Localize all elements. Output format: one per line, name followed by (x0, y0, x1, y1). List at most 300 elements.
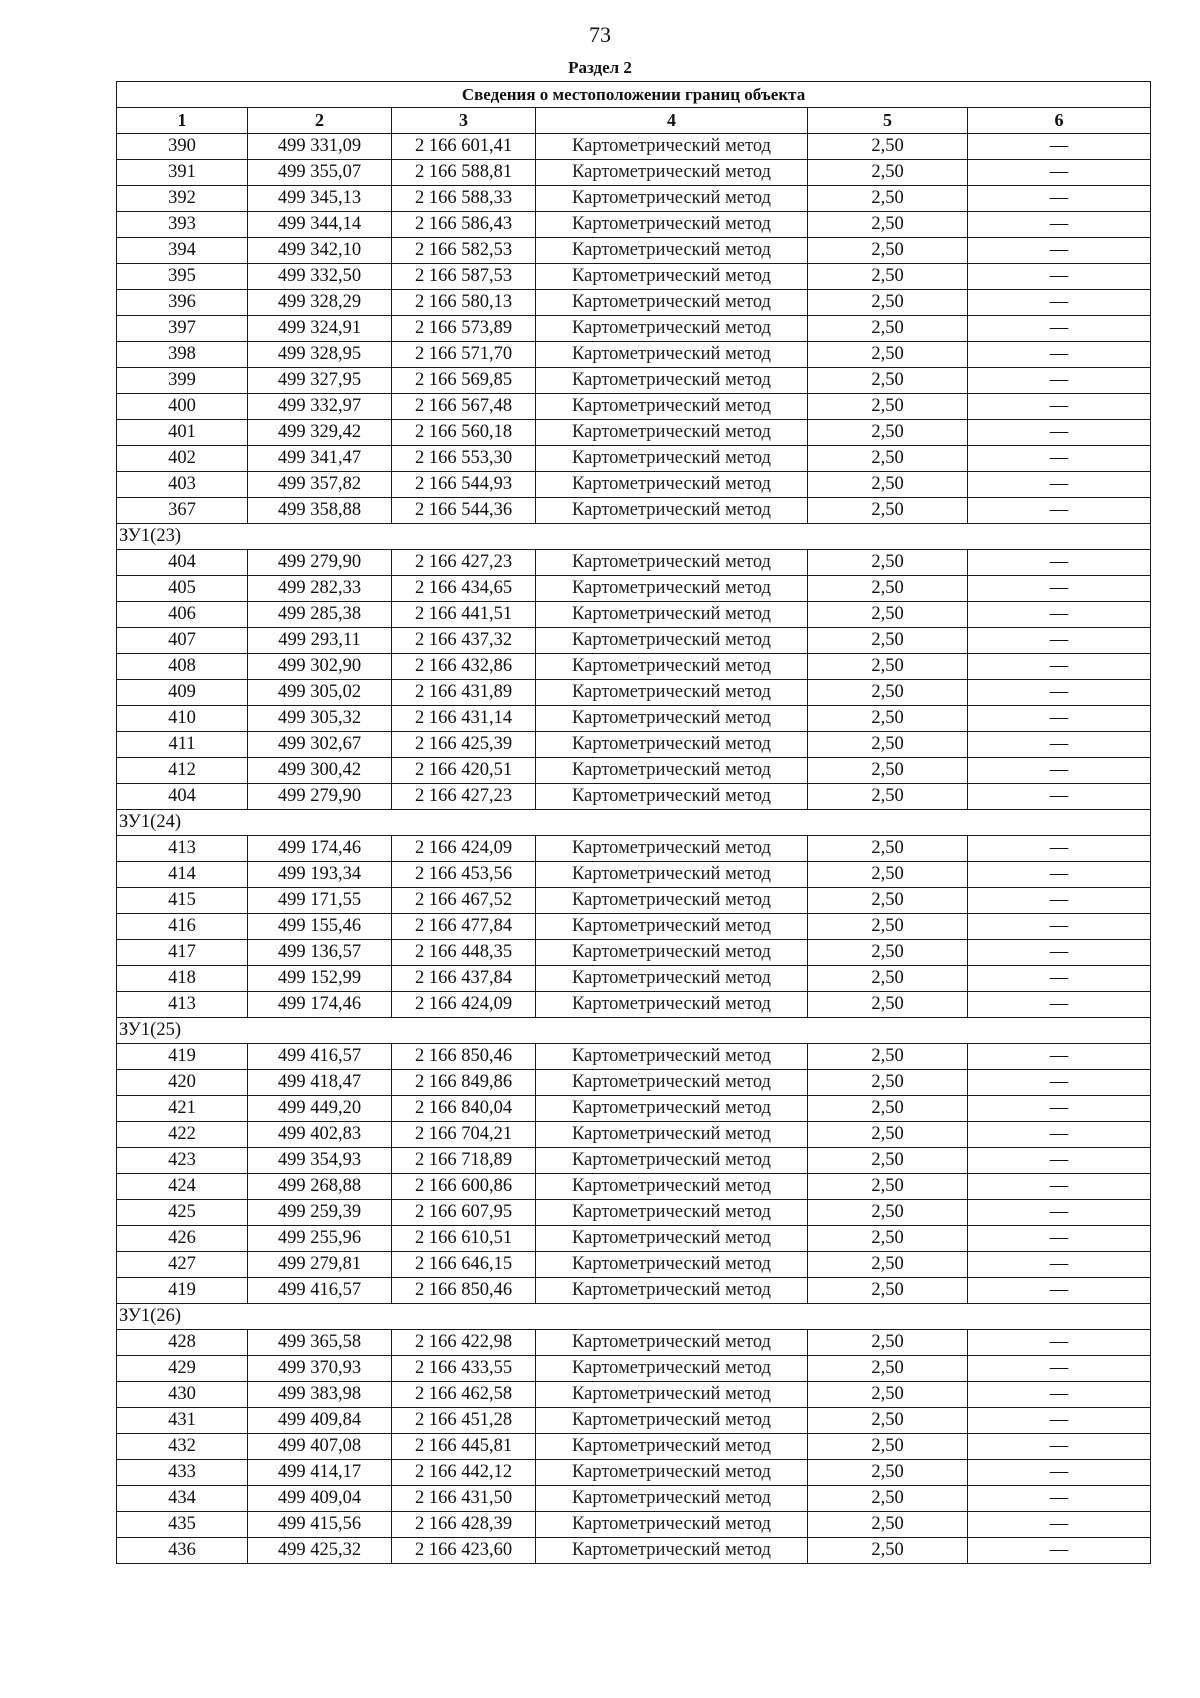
x-coordinate-cell: 499 174,46 (248, 992, 392, 1018)
x-coordinate-cell: 499 279,90 (248, 784, 392, 810)
table-row (117, 1148, 1151, 1174)
point-number-cell: 400 (117, 394, 248, 420)
description-cell: — (968, 550, 1151, 576)
y-coordinate-cell: 2 166 433,55 (392, 1356, 536, 1382)
y-coordinate-cell: 2 166 437,32 (392, 628, 536, 654)
point-number-cell: 394 (117, 238, 248, 264)
point-number-cell: 436 (117, 1538, 248, 1564)
description-cell: — (968, 1070, 1151, 1096)
table-row (117, 1460, 1151, 1486)
group-header-row (117, 1018, 1151, 1044)
point-number-cell: 393 (117, 212, 248, 238)
y-coordinate-cell: 2 166 582,53 (392, 238, 536, 264)
x-coordinate-cell: 499 418,47 (248, 1070, 392, 1096)
table-row (117, 420, 1151, 446)
table-row (117, 1174, 1151, 1200)
table-row (117, 1408, 1151, 1434)
table-row (117, 602, 1151, 628)
method-cell: Картометрический метод (536, 1044, 808, 1070)
method-cell: Картометрический метод (536, 1096, 808, 1122)
point-number-cell: 396 (117, 290, 248, 316)
x-coordinate-cell: 499 449,20 (248, 1096, 392, 1122)
point-number-cell: 395 (117, 264, 248, 290)
accuracy-cell: 2,50 (808, 706, 968, 732)
group-header-row (117, 810, 1151, 836)
column-header: 4 (536, 108, 808, 134)
accuracy-cell: 2,50 (808, 1122, 968, 1148)
description-cell: — (968, 1434, 1151, 1460)
table-row (117, 1122, 1151, 1148)
description-cell: — (968, 628, 1151, 654)
accuracy-cell: 2,50 (808, 134, 968, 160)
table-row (117, 1096, 1151, 1122)
x-coordinate-cell: 499 425,32 (248, 1538, 392, 1564)
description-cell: — (968, 1512, 1151, 1538)
table-row (117, 1434, 1151, 1460)
y-coordinate-cell: 2 166 441,51 (392, 602, 536, 628)
accuracy-cell: 2,50 (808, 1252, 968, 1278)
y-coordinate-cell: 2 166 646,15 (392, 1252, 536, 1278)
method-cell: Картометрический метод (536, 888, 808, 914)
method-cell: Картометрический метод (536, 1382, 808, 1408)
y-coordinate-cell: 2 166 849,86 (392, 1070, 536, 1096)
description-cell: — (968, 732, 1151, 758)
accuracy-cell: 2,50 (808, 940, 968, 966)
method-cell: Картометрический метод (536, 264, 808, 290)
accuracy-cell: 2,50 (808, 784, 968, 810)
point-number-cell: 422 (117, 1122, 248, 1148)
method-cell: Картометрический метод (536, 1460, 808, 1486)
method-cell: Картометрический метод (536, 1486, 808, 1512)
y-coordinate-cell: 2 166 462,58 (392, 1382, 536, 1408)
y-coordinate-cell: 2 166 718,89 (392, 1148, 536, 1174)
x-coordinate-cell: 499 344,14 (248, 212, 392, 238)
group-label: ЗУ1(24) (117, 810, 1151, 836)
description-cell: — (968, 1278, 1151, 1304)
accuracy-cell: 2,50 (808, 836, 968, 862)
point-number-cell: 432 (117, 1434, 248, 1460)
y-coordinate-cell: 2 166 445,81 (392, 1434, 536, 1460)
method-cell: Картометрический метод (536, 602, 808, 628)
y-coordinate-cell: 2 166 567,48 (392, 394, 536, 420)
point-number-cell: 419 (117, 1044, 248, 1070)
description-cell: — (968, 1226, 1151, 1252)
description-cell: — (968, 1200, 1151, 1226)
column-header: 1 (117, 108, 248, 134)
table-row (117, 1382, 1151, 1408)
y-coordinate-cell: 2 166 437,84 (392, 966, 536, 992)
method-cell: Картометрический метод (536, 1070, 808, 1096)
description-cell: — (968, 498, 1151, 524)
description-cell: — (968, 576, 1151, 602)
x-coordinate-cell: 499 171,55 (248, 888, 392, 914)
x-coordinate-cell: 499 282,33 (248, 576, 392, 602)
method-cell: Картометрический метод (536, 732, 808, 758)
point-number-cell: 392 (117, 186, 248, 212)
point-number-cell: 405 (117, 576, 248, 602)
method-cell: Картометрический метод (536, 1226, 808, 1252)
table-row (117, 992, 1151, 1018)
accuracy-cell: 2,50 (808, 1382, 968, 1408)
description-cell: — (968, 1044, 1151, 1070)
table-row (117, 914, 1151, 940)
description-cell: — (968, 342, 1151, 368)
x-coordinate-cell: 499 332,97 (248, 394, 392, 420)
table-row (117, 1356, 1151, 1382)
x-coordinate-cell: 499 415,56 (248, 1512, 392, 1538)
method-cell: Картометрический метод (536, 992, 808, 1018)
accuracy-cell: 2,50 (808, 1356, 968, 1382)
accuracy-cell: 2,50 (808, 1278, 968, 1304)
column-header: 6 (968, 108, 1151, 134)
point-number-cell: 435 (117, 1512, 248, 1538)
x-coordinate-cell: 499 328,95 (248, 342, 392, 368)
table-row (117, 212, 1151, 238)
method-cell: Картометрический метод (536, 186, 808, 212)
accuracy-cell: 2,50 (808, 186, 968, 212)
x-coordinate-cell: 499 155,46 (248, 914, 392, 940)
description-cell: — (968, 940, 1151, 966)
point-number-cell: 427 (117, 1252, 248, 1278)
y-coordinate-cell: 2 166 607,95 (392, 1200, 536, 1226)
table-row (117, 1070, 1151, 1096)
description-cell: — (968, 238, 1151, 264)
accuracy-cell: 2,50 (808, 1434, 968, 1460)
y-coordinate-cell: 2 166 453,56 (392, 862, 536, 888)
accuracy-cell: 2,50 (808, 1200, 968, 1226)
method-cell: Картометрический метод (536, 1538, 808, 1564)
x-coordinate-cell: 499 193,34 (248, 862, 392, 888)
x-coordinate-cell: 499 416,57 (248, 1278, 392, 1304)
y-coordinate-cell: 2 166 586,43 (392, 212, 536, 238)
description-cell: — (968, 1252, 1151, 1278)
table-row (117, 862, 1151, 888)
y-coordinate-cell: 2 166 588,33 (392, 186, 536, 212)
y-coordinate-cell: 2 166 601,41 (392, 134, 536, 160)
y-coordinate-cell: 2 166 704,21 (392, 1122, 536, 1148)
y-coordinate-cell: 2 166 850,46 (392, 1278, 536, 1304)
accuracy-cell: 2,50 (808, 758, 968, 784)
point-number-cell: 418 (117, 966, 248, 992)
page-number: 73 (589, 22, 611, 47)
y-coordinate-cell: 2 166 600,86 (392, 1174, 536, 1200)
accuracy-cell: 2,50 (808, 446, 968, 472)
accuracy-cell: 2,50 (808, 1408, 968, 1434)
x-coordinate-cell: 499 279,90 (248, 550, 392, 576)
point-number-cell: 367 (117, 498, 248, 524)
point-number-cell: 401 (117, 420, 248, 446)
accuracy-cell: 2,50 (808, 1486, 968, 1512)
point-number-cell: 404 (117, 550, 248, 576)
description-cell: — (968, 186, 1151, 212)
y-coordinate-cell: 2 166 423,60 (392, 1538, 536, 1564)
method-cell: Картометрический метод (536, 212, 808, 238)
method-cell: Картометрический метод (536, 1122, 808, 1148)
y-coordinate-cell: 2 166 544,36 (392, 498, 536, 524)
y-coordinate-cell: 2 166 850,46 (392, 1044, 536, 1070)
table-row (117, 472, 1151, 498)
y-coordinate-cell: 2 166 553,30 (392, 446, 536, 472)
section-title: Раздел 2 (568, 58, 632, 77)
method-cell: Картометрический метод (536, 1148, 808, 1174)
description-cell: — (968, 472, 1151, 498)
accuracy-cell: 2,50 (808, 264, 968, 290)
point-number-cell: 402 (117, 446, 248, 472)
x-coordinate-cell: 499 305,32 (248, 706, 392, 732)
y-coordinate-cell: 2 166 571,70 (392, 342, 536, 368)
y-coordinate-cell: 2 166 431,14 (392, 706, 536, 732)
table-row (117, 316, 1151, 342)
x-coordinate-cell: 499 355,07 (248, 160, 392, 186)
y-coordinate-cell: 2 166 432,86 (392, 654, 536, 680)
table-row (117, 1486, 1151, 1512)
x-coordinate-cell: 499 300,42 (248, 758, 392, 784)
description-cell: — (968, 134, 1151, 160)
description-cell: — (968, 784, 1151, 810)
method-cell: Картометрический метод (536, 628, 808, 654)
point-number-cell: 423 (117, 1148, 248, 1174)
method-cell: Картометрический метод (536, 654, 808, 680)
method-cell: Картометрический метод (536, 914, 808, 940)
y-coordinate-cell: 2 166 840,04 (392, 1096, 536, 1122)
y-coordinate-cell: 2 166 580,13 (392, 290, 536, 316)
accuracy-cell: 2,50 (808, 576, 968, 602)
accuracy-cell: 2,50 (808, 160, 968, 186)
accuracy-cell: 2,50 (808, 888, 968, 914)
column-header: 2 (248, 108, 392, 134)
accuracy-cell: 2,50 (808, 342, 968, 368)
description-cell: — (968, 966, 1151, 992)
accuracy-cell: 2,50 (808, 1538, 968, 1564)
y-coordinate-cell: 2 166 424,09 (392, 836, 536, 862)
y-coordinate-cell: 2 166 442,12 (392, 1460, 536, 1486)
point-number-cell: 391 (117, 160, 248, 186)
y-coordinate-cell: 2 166 422,98 (392, 1330, 536, 1356)
x-coordinate-cell: 499 279,81 (248, 1252, 392, 1278)
accuracy-cell: 2,50 (808, 992, 968, 1018)
y-coordinate-cell: 2 166 573,89 (392, 316, 536, 342)
x-coordinate-cell: 499 407,08 (248, 1434, 392, 1460)
x-coordinate-cell: 499 255,96 (248, 1226, 392, 1252)
description-cell: — (968, 602, 1151, 628)
method-cell: Картометрический метод (536, 576, 808, 602)
x-coordinate-cell: 499 331,09 (248, 134, 392, 160)
method-cell: Картометрический метод (536, 966, 808, 992)
table-row (117, 1330, 1151, 1356)
accuracy-cell: 2,50 (808, 862, 968, 888)
description-cell: — (968, 1486, 1151, 1512)
table-row (117, 1512, 1151, 1538)
point-number-cell: 417 (117, 940, 248, 966)
description-cell: — (968, 1174, 1151, 1200)
description-cell: — (968, 914, 1151, 940)
description-cell: — (968, 264, 1151, 290)
accuracy-cell: 2,50 (808, 914, 968, 940)
y-coordinate-cell: 2 166 451,28 (392, 1408, 536, 1434)
description-cell: — (968, 1382, 1151, 1408)
x-coordinate-cell: 499 402,83 (248, 1122, 392, 1148)
method-cell: Картометрический метод (536, 1278, 808, 1304)
method-cell: Картометрический метод (536, 342, 808, 368)
x-coordinate-cell: 499 152,99 (248, 966, 392, 992)
x-coordinate-cell: 499 345,13 (248, 186, 392, 212)
table-caption-row (117, 82, 1151, 108)
point-number-cell: 414 (117, 862, 248, 888)
method-cell: Картометрический метод (536, 706, 808, 732)
table-row (117, 888, 1151, 914)
accuracy-cell: 2,50 (808, 966, 968, 992)
accuracy-cell: 2,50 (808, 680, 968, 706)
table-row (117, 940, 1151, 966)
accuracy-cell: 2,50 (808, 290, 968, 316)
table-row (117, 342, 1151, 368)
point-number-cell: 424 (117, 1174, 248, 1200)
table-row (117, 264, 1151, 290)
y-coordinate-cell: 2 166 448,35 (392, 940, 536, 966)
table-row (117, 550, 1151, 576)
x-coordinate-cell: 499 365,58 (248, 1330, 392, 1356)
accuracy-cell: 2,50 (808, 1460, 968, 1486)
method-cell: Картометрический метод (536, 1330, 808, 1356)
point-number-cell: 413 (117, 992, 248, 1018)
x-coordinate-cell: 499 259,39 (248, 1200, 392, 1226)
x-coordinate-cell: 499 324,91 (248, 316, 392, 342)
description-cell: — (968, 654, 1151, 680)
description-cell: — (968, 836, 1151, 862)
point-number-cell: 431 (117, 1408, 248, 1434)
y-coordinate-cell: 2 166 560,18 (392, 420, 536, 446)
point-number-cell: 434 (117, 1486, 248, 1512)
boundary-coordinates-table (116, 81, 1151, 1564)
accuracy-cell: 2,50 (808, 1330, 968, 1356)
point-number-cell: 398 (117, 342, 248, 368)
table-row (117, 654, 1151, 680)
method-cell: Картометрический метод (536, 550, 808, 576)
accuracy-cell: 2,50 (808, 498, 968, 524)
y-coordinate-cell: 2 166 420,51 (392, 758, 536, 784)
y-coordinate-cell: 2 166 569,85 (392, 368, 536, 394)
point-number-cell: 425 (117, 1200, 248, 1226)
table-row (117, 758, 1151, 784)
description-cell: — (968, 862, 1151, 888)
point-number-cell: 430 (117, 1382, 248, 1408)
method-cell: Картометрический метод (536, 680, 808, 706)
y-coordinate-cell: 2 166 477,84 (392, 914, 536, 940)
table-row (117, 576, 1151, 602)
y-coordinate-cell: 2 166 425,39 (392, 732, 536, 758)
accuracy-cell: 2,50 (808, 1512, 968, 1538)
description-cell: — (968, 1460, 1151, 1486)
method-cell: Картометрический метод (536, 836, 808, 862)
table-row (117, 238, 1151, 264)
table-body (117, 134, 1151, 1564)
method-cell: Картометрический метод (536, 784, 808, 810)
method-cell: Картометрический метод (536, 1408, 808, 1434)
table-caption: Сведения о местоположении границ объекта (117, 82, 1151, 108)
accuracy-cell: 2,50 (808, 420, 968, 446)
x-coordinate-cell: 499 341,47 (248, 446, 392, 472)
x-coordinate-cell: 499 285,38 (248, 602, 392, 628)
point-number-cell: 407 (117, 628, 248, 654)
method-cell: Картометрический метод (536, 862, 808, 888)
point-number-cell: 403 (117, 472, 248, 498)
y-coordinate-cell: 2 166 610,51 (392, 1226, 536, 1252)
description-cell: — (968, 758, 1151, 784)
description-cell: — (968, 680, 1151, 706)
description-cell: — (968, 992, 1151, 1018)
y-coordinate-cell: 2 166 467,52 (392, 888, 536, 914)
method-cell: Картометрический метод (536, 498, 808, 524)
method-cell: Картометрический метод (536, 420, 808, 446)
table-row (117, 628, 1151, 654)
point-number-cell: 404 (117, 784, 248, 810)
x-coordinate-cell: 499 328,29 (248, 290, 392, 316)
y-coordinate-cell: 2 166 544,93 (392, 472, 536, 498)
point-number-cell: 410 (117, 706, 248, 732)
x-coordinate-cell: 499 302,90 (248, 654, 392, 680)
group-label: ЗУ1(25) (117, 1018, 1151, 1044)
method-cell: Картометрический метод (536, 368, 808, 394)
x-coordinate-cell: 499 293,11 (248, 628, 392, 654)
accuracy-cell: 2,50 (808, 654, 968, 680)
description-cell: — (968, 394, 1151, 420)
point-number-cell: 411 (117, 732, 248, 758)
method-cell: Картометрический метод (536, 472, 808, 498)
table-row (117, 784, 1151, 810)
table-row (117, 446, 1151, 472)
point-number-cell: 426 (117, 1226, 248, 1252)
y-coordinate-cell: 2 166 431,89 (392, 680, 536, 706)
method-cell: Картометрический метод (536, 238, 808, 264)
table-row (117, 1538, 1151, 1564)
accuracy-cell: 2,50 (808, 1148, 968, 1174)
x-coordinate-cell: 499 342,10 (248, 238, 392, 264)
table-row (117, 1278, 1151, 1304)
accuracy-cell: 2,50 (808, 394, 968, 420)
group-header-row (117, 1304, 1151, 1330)
x-coordinate-cell: 499 354,93 (248, 1148, 392, 1174)
method-cell: Картометрический метод (536, 1512, 808, 1538)
table-row (117, 1044, 1151, 1070)
column-number-row (117, 108, 1151, 134)
method-cell: Картометрический метод (536, 316, 808, 342)
description-cell: — (968, 212, 1151, 238)
x-coordinate-cell: 499 370,93 (248, 1356, 392, 1382)
description-cell: — (968, 316, 1151, 342)
point-number-cell: 413 (117, 836, 248, 862)
description-cell: — (968, 1096, 1151, 1122)
method-cell: Картометрический метод (536, 1200, 808, 1226)
method-cell: Картометрический метод (536, 758, 808, 784)
description-cell: — (968, 420, 1151, 446)
table-row (117, 134, 1151, 160)
point-number-cell: 419 (117, 1278, 248, 1304)
table-row (117, 368, 1151, 394)
description-cell: — (968, 706, 1151, 732)
description-cell: — (968, 1408, 1151, 1434)
y-coordinate-cell: 2 166 427,23 (392, 784, 536, 810)
description-cell: — (968, 1356, 1151, 1382)
description-cell: — (968, 368, 1151, 394)
description-cell: — (968, 446, 1151, 472)
point-number-cell: 416 (117, 914, 248, 940)
x-coordinate-cell: 499 383,98 (248, 1382, 392, 1408)
accuracy-cell: 2,50 (808, 1226, 968, 1252)
x-coordinate-cell: 499 174,46 (248, 836, 392, 862)
point-number-cell: 429 (117, 1356, 248, 1382)
table-row (117, 1200, 1151, 1226)
table-row (117, 290, 1151, 316)
